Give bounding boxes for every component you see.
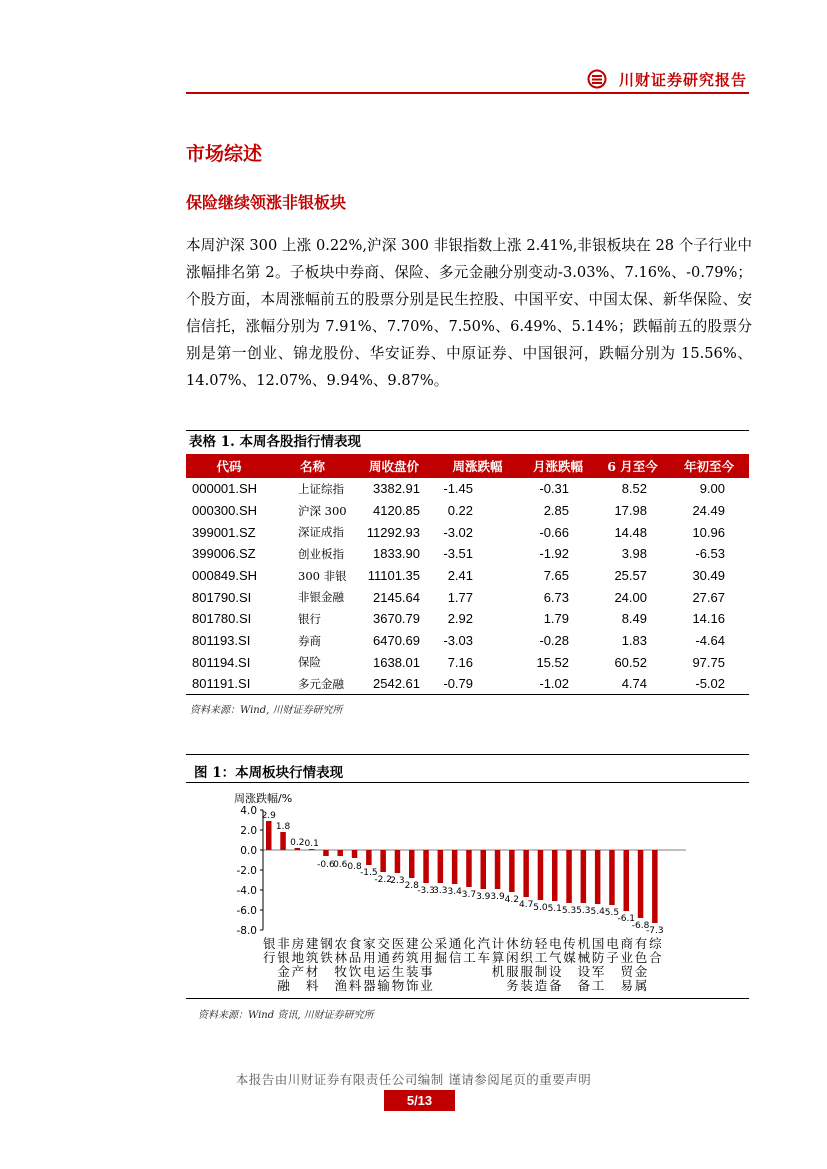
chart-bar bbox=[495, 850, 501, 889]
category-label-char: 钢 bbox=[320, 936, 333, 951]
table-cell: 0.22 bbox=[447, 503, 473, 519]
table-cell: -1.45 bbox=[443, 481, 473, 497]
table-cell: 97.75 bbox=[692, 654, 725, 670]
column-header: 6 月至今 bbox=[596, 454, 669, 478]
table-source-note: 资料来源：Wind, 川财证券研究所 bbox=[190, 705, 343, 716]
bar-data-label: 0.8 bbox=[347, 862, 362, 872]
table-caption: 表格 1. 本周各股指行情表现 bbox=[186, 430, 749, 454]
category-label-char: 饮 bbox=[348, 964, 362, 979]
category-label-char: 休 bbox=[506, 936, 519, 951]
category-label-char: 输 bbox=[377, 978, 390, 993]
chart-bar bbox=[523, 850, 529, 897]
chart-bar bbox=[309, 849, 315, 850]
category-label-char: 工 bbox=[591, 978, 605, 993]
chart-bar bbox=[466, 850, 472, 887]
table-row bbox=[186, 478, 749, 500]
table-cell: 24.00 bbox=[614, 589, 647, 605]
table-cell: -6.53 bbox=[695, 546, 725, 562]
category-label-char: 机 bbox=[491, 964, 505, 979]
category-label-char: 军 bbox=[591, 964, 605, 979]
category-label-char: 料 bbox=[305, 978, 319, 993]
category-label-char: 建 bbox=[305, 936, 319, 951]
table-cell: 3.98 bbox=[621, 546, 647, 562]
figure-caption: 图 1：本周板块行情表现 bbox=[194, 765, 344, 781]
category-label-char: 家 bbox=[363, 936, 376, 951]
category-label-char: 信 bbox=[448, 950, 462, 965]
table-cell: 801193.SI bbox=[192, 633, 251, 649]
category-label-char: 交 bbox=[377, 936, 390, 951]
summary-paragraph: 本周沪深 300 上涨 0.22%,沪深 300 非银指数上涨 2.41%,非银板块在 28 个子行业中涨幅排名第 2。子板块中券商、保险、多元金融分别变动-3.03%、7.16%、-0.79%；个股方面，本周涨幅前五的股票分别是民生控股、中国平安、中国太保、新华保险、安信信托，涨幅分别为 7.91%、7.70%、7.50%、6.49%、5.14%；跌幅前五的股票分别是第一创业、锦龙股份、华安证券、中原证券、中国银河，跌幅分别为 15.56%、14.07%、12.07%、9.94%、9.87%。 bbox=[186, 237, 752, 389]
table-cell: 000300.SH bbox=[192, 503, 258, 519]
table-cell: -0.31 bbox=[539, 481, 569, 497]
table-cell: 17.98 bbox=[614, 503, 647, 519]
table-cell: 24.49 bbox=[692, 503, 725, 519]
table-cell: 8.49 bbox=[621, 611, 647, 627]
category-label-char: 防 bbox=[591, 950, 605, 965]
table-cell: 10.96 bbox=[692, 524, 725, 540]
category-label-char: 渔 bbox=[334, 978, 348, 993]
chart-bar bbox=[566, 850, 572, 903]
table-cell: 7.65 bbox=[543, 568, 569, 584]
table-cell: 15.52 bbox=[536, 654, 569, 670]
category-label-char: 产 bbox=[291, 964, 305, 979]
table-cell: 6470.69 bbox=[373, 633, 420, 649]
bar-data-label: -1.5 bbox=[360, 868, 378, 878]
table-cell: 多元金融 bbox=[272, 673, 353, 695]
category-label-char: 属 bbox=[634, 978, 648, 993]
y-tick-label: 0.0 bbox=[240, 845, 257, 857]
table-cell: 上证综指 bbox=[298, 481, 344, 496]
table-cell: 25.57 bbox=[614, 568, 647, 584]
table-cell: 11292.93 bbox=[366, 524, 420, 540]
bar-data-label: 5.3 bbox=[561, 906, 577, 916]
chart-bar bbox=[624, 850, 630, 911]
header-divider bbox=[186, 92, 749, 94]
page-header bbox=[186, 68, 749, 94]
category-label-char: 运 bbox=[377, 964, 390, 979]
category-label-char: 商 bbox=[620, 936, 634, 951]
bar-data-label: 0.1 bbox=[304, 839, 319, 849]
chart-bar bbox=[581, 850, 587, 903]
category-label-char: 掘 bbox=[434, 950, 448, 965]
category-label-char: 房 bbox=[291, 936, 305, 951]
table-cell: -3.51 bbox=[443, 546, 473, 562]
category-label-char: 筑 bbox=[405, 950, 419, 965]
bar-data-label: -6.1 bbox=[617, 914, 636, 924]
category-label-char: 金 bbox=[634, 964, 648, 979]
category-label-char: 食 bbox=[348, 936, 362, 951]
table-header-row bbox=[186, 454, 749, 478]
category-label-char: 造 bbox=[534, 978, 548, 993]
category-label-char: 非 bbox=[277, 936, 290, 951]
table-cell: -1.92 bbox=[539, 546, 569, 562]
table-cell: -0.79 bbox=[435, 673, 520, 695]
bar-data-label: 3.9 bbox=[476, 892, 491, 902]
table-cell: 非银金融 bbox=[298, 590, 344, 605]
table-row bbox=[186, 630, 749, 652]
bar-data-label: -6.8 bbox=[631, 921, 650, 931]
column-header: 周收盘价 bbox=[353, 454, 435, 478]
category-label-char: 织 bbox=[520, 950, 533, 965]
category-label-char: 器 bbox=[363, 978, 376, 993]
table-cell: -1.02 bbox=[520, 673, 596, 695]
category-label-char: 采 bbox=[434, 936, 448, 951]
category-label-char: 易 bbox=[620, 978, 634, 993]
footer-disclaimer: 本报告由川财证券有限责任公司编制 谨请参阅尾页的重要声明 bbox=[235, 1072, 592, 1087]
table-row bbox=[186, 565, 749, 587]
category-label-char: 汽 bbox=[477, 936, 491, 951]
bar-data-label: -7.3 bbox=[646, 926, 664, 936]
chart-bar bbox=[452, 850, 458, 884]
table-cell: 1.77 bbox=[447, 589, 473, 605]
category-label-char: 行 bbox=[262, 950, 276, 965]
category-label-char: 备 bbox=[548, 978, 562, 993]
bar-data-label: 0.2 bbox=[290, 838, 305, 848]
bar-data-label: 3.3 bbox=[433, 886, 448, 896]
figure-source-note: 资料来源：Wind 资讯, 川财证券研究所 bbox=[198, 1010, 374, 1021]
bar-data-label: 0.6 bbox=[333, 860, 348, 870]
column-header: 年初至今 bbox=[669, 454, 749, 478]
category-label-char: 综 bbox=[649, 936, 662, 951]
category-label-char: 料 bbox=[348, 978, 362, 993]
table-cell: -3.02 bbox=[443, 524, 473, 540]
category-label-char: 材 bbox=[305, 964, 319, 979]
category-label-char: 械 bbox=[577, 950, 591, 965]
column-header: 名称 bbox=[272, 454, 353, 478]
category-label-char: 合 bbox=[649, 950, 662, 965]
table-cell: 11101.35 bbox=[367, 568, 420, 584]
category-label-char: 建 bbox=[405, 936, 419, 951]
category-label-char: 色 bbox=[634, 950, 648, 965]
table-cell: 801191.SI bbox=[186, 673, 272, 695]
chart-bar bbox=[366, 850, 372, 865]
category-label-char: 工 bbox=[463, 950, 476, 965]
bar-data-label: -3.3 bbox=[417, 886, 435, 896]
table-cell: 2145.64 bbox=[373, 589, 420, 605]
category-label-char: 媒 bbox=[563, 950, 576, 965]
table-cell: 801780.SI bbox=[192, 611, 252, 627]
category-label-char: 地 bbox=[291, 950, 305, 965]
category-label-char: 务 bbox=[506, 978, 519, 993]
chart-bar bbox=[423, 850, 429, 883]
y-tick-label: -2.0 bbox=[236, 865, 257, 877]
table-cell: 27.67 bbox=[692, 589, 725, 605]
y-tick-label: -8.0 bbox=[236, 925, 257, 937]
category-label-char: 服 bbox=[506, 964, 519, 979]
category-label-char: 气 bbox=[548, 950, 562, 965]
table-cell: 14.16 bbox=[692, 611, 725, 627]
bar-data-label: 4.7 bbox=[518, 900, 534, 910]
table-cell: 3382.91 bbox=[373, 481, 420, 497]
chart-bar bbox=[609, 850, 615, 905]
category-label-char: 牧 bbox=[334, 964, 348, 979]
category-label-char: 品 bbox=[348, 950, 362, 965]
category-label-char: 金 bbox=[277, 964, 290, 979]
category-label-char: 用 bbox=[420, 950, 433, 965]
chart-bar bbox=[509, 850, 514, 892]
category-label-char: 药 bbox=[391, 950, 405, 965]
category-label-char: 通 bbox=[448, 936, 462, 951]
chart-bar bbox=[395, 850, 401, 873]
table-cell: 1833.90 bbox=[373, 546, 420, 562]
category-label-char: 医 bbox=[391, 936, 405, 951]
table-row bbox=[186, 652, 749, 674]
category-label-char: 工 bbox=[534, 950, 548, 965]
table-cell: -4.64 bbox=[695, 633, 725, 649]
category-label-char: 车 bbox=[477, 950, 491, 965]
table-cell: 30.49 bbox=[692, 568, 725, 584]
y-tick-label: -4.0 bbox=[236, 885, 257, 897]
category-label-char: 设 bbox=[577, 964, 591, 979]
table-cell: 000001.SH bbox=[192, 481, 258, 497]
table-cell: 60.52 bbox=[614, 654, 647, 670]
category-label-char: 设 bbox=[548, 964, 562, 979]
table-cell: 000849.SH bbox=[192, 568, 258, 584]
table-cell: 3670.79 bbox=[373, 611, 420, 627]
table-cell: 4.74 bbox=[596, 673, 669, 695]
table-cell: 2.92 bbox=[447, 611, 473, 627]
category-label-char: 国 bbox=[591, 936, 605, 951]
y-axis-label: 周涨跌幅/% bbox=[234, 792, 293, 805]
bar-data-label: 4.2 bbox=[504, 895, 520, 905]
table-cell: 1.79 bbox=[543, 611, 569, 627]
category-label-char: 算 bbox=[491, 950, 505, 965]
table-row bbox=[186, 543, 749, 565]
chart-bar bbox=[652, 850, 658, 923]
table-cell: -0.66 bbox=[539, 524, 569, 540]
chart-bar bbox=[438, 850, 444, 883]
table-row bbox=[186, 673, 749, 695]
table-cell: 6.73 bbox=[543, 589, 569, 605]
table-cell: 保险 bbox=[298, 655, 321, 670]
category-label-char: 电 bbox=[363, 964, 376, 979]
bar-data-label: 5.0 bbox=[533, 903, 548, 913]
table-row bbox=[186, 500, 749, 522]
table-cell: 银行 bbox=[298, 611, 321, 626]
table-cell: 4120.85 bbox=[373, 503, 420, 519]
chart-bar bbox=[409, 850, 415, 878]
category-label-char: 通 bbox=[377, 950, 390, 965]
category-label-char: 传 bbox=[563, 936, 576, 951]
table-cell: 1638.01 bbox=[373, 654, 420, 670]
table-cell: 399001.SZ bbox=[192, 524, 256, 540]
table-cell: 399006.SZ bbox=[192, 546, 256, 562]
category-label-char: 饰 bbox=[405, 978, 419, 993]
chart-bar bbox=[338, 850, 344, 856]
chart-bar bbox=[323, 850, 329, 856]
table-cell: -0.28 bbox=[539, 633, 569, 649]
table-cell: 9.00 bbox=[699, 481, 725, 497]
category-label-char: 公 bbox=[420, 936, 433, 951]
column-header: 周涨跌幅 bbox=[435, 454, 520, 478]
category-label-char: 生 bbox=[391, 964, 405, 979]
bar-data-label: 5.5 bbox=[604, 908, 620, 918]
table-cell: 1.83 bbox=[621, 633, 647, 649]
table-cell: 深证成指 bbox=[298, 525, 344, 540]
chart-bar bbox=[638, 850, 644, 918]
table-cell: 8.52 bbox=[621, 481, 647, 497]
category-label-char: 电 bbox=[606, 936, 619, 951]
index-performance-table bbox=[186, 454, 749, 695]
page-number: 5/13 bbox=[384, 1090, 455, 1111]
bar-data-label: 2.8 bbox=[404, 881, 419, 891]
bar-data-label: -2.2 bbox=[374, 875, 392, 885]
sector-bar-chart bbox=[186, 755, 749, 1000]
bar-data-label: 5.3 bbox=[576, 906, 591, 916]
category-label-char: 银 bbox=[262, 936, 276, 951]
section-title: 市场综述 bbox=[186, 143, 263, 165]
category-label-char: 铁 bbox=[320, 950, 333, 965]
bar-data-label: 1.8 bbox=[275, 822, 291, 832]
chart-bar bbox=[295, 848, 301, 850]
category-label-char: 筑 bbox=[305, 950, 319, 965]
y-tick-label: 4.0 bbox=[240, 805, 257, 817]
chart-bar bbox=[352, 850, 358, 858]
category-label-char: 农 bbox=[334, 936, 348, 951]
category-label-char: 服 bbox=[520, 964, 533, 979]
table-cell: 7.16 bbox=[447, 654, 473, 670]
category-label-char: 机 bbox=[577, 936, 591, 951]
category-label-char: 物 bbox=[391, 978, 405, 993]
bar-data-label: 5.1 bbox=[547, 904, 562, 914]
bar-data-label: -0.6 bbox=[317, 860, 335, 870]
table-row bbox=[186, 608, 749, 630]
bar-data-label: 3.9 bbox=[490, 892, 505, 902]
bar-data-label: 5.4 bbox=[590, 907, 605, 917]
chart-bar bbox=[380, 850, 386, 872]
category-label-char: 备 bbox=[577, 978, 591, 993]
category-label-char: 闲 bbox=[506, 950, 519, 965]
chart-bar bbox=[280, 832, 286, 850]
category-label-char: 计 bbox=[491, 936, 505, 951]
index-performance-table-block bbox=[186, 430, 749, 695]
category-label-char: 装 bbox=[405, 964, 419, 979]
chart-bar bbox=[595, 850, 601, 904]
category-label-char: 纺 bbox=[520, 936, 533, 951]
bar-data-label: 3.7 bbox=[461, 890, 477, 900]
chart-bar bbox=[552, 850, 558, 901]
table-cell: 801790.SI bbox=[192, 589, 252, 605]
category-label-char: 子 bbox=[606, 950, 619, 965]
category-label-char: 业 bbox=[420, 978, 433, 993]
column-header: 代码 bbox=[186, 454, 272, 478]
bar-data-label: 3.4 bbox=[447, 887, 462, 897]
table-cell: 2542.61 bbox=[353, 673, 435, 695]
table-cell: 14.48 bbox=[614, 524, 647, 540]
category-label-char: 林 bbox=[334, 950, 348, 965]
subsection-title: 保险继续领涨非银板块 bbox=[186, 193, 347, 212]
category-label-char: 电 bbox=[548, 936, 562, 951]
table-cell: 券商 bbox=[298, 633, 321, 648]
table-cell: 2.85 bbox=[543, 503, 569, 519]
chart-bar bbox=[538, 850, 544, 900]
chart-bar bbox=[266, 821, 272, 850]
category-label-char: 轻 bbox=[534, 936, 548, 951]
category-label-char: 用 bbox=[363, 950, 376, 965]
column-header: 月涨跌幅 bbox=[520, 454, 596, 478]
table-cell: 300 非银 bbox=[298, 568, 347, 583]
table-cell: -3.03 bbox=[443, 633, 473, 649]
bar-data-label: 2.9 bbox=[261, 811, 276, 821]
table-row bbox=[186, 521, 749, 543]
y-tick-label: 2.0 bbox=[240, 825, 257, 837]
table-cell: 2.41 bbox=[447, 568, 473, 584]
header-title: 川财证券研究报告 bbox=[618, 71, 747, 89]
table-cell: 创业板指 bbox=[298, 546, 344, 561]
category-label-char: 银 bbox=[277, 950, 290, 965]
category-label-char: 有 bbox=[634, 936, 648, 951]
sector-performance-figure bbox=[186, 754, 749, 999]
category-label-char: 业 bbox=[620, 950, 634, 965]
bank-logo-icon bbox=[587, 69, 607, 89]
category-label-char: 制 bbox=[534, 964, 548, 979]
category-label-char: 事 bbox=[420, 964, 433, 979]
bar-data-label: 2.3 bbox=[390, 876, 405, 886]
table-cell: 801194.SI bbox=[192, 654, 251, 670]
category-label-char: 装 bbox=[520, 978, 533, 993]
category-label-char: 化 bbox=[463, 936, 476, 951]
table-row bbox=[186, 586, 749, 608]
table-cell: -5.02 bbox=[669, 673, 749, 695]
table-cell: 沪深 300 bbox=[298, 503, 347, 518]
y-tick-label: -6.0 bbox=[236, 905, 257, 917]
category-label-char: 贸 bbox=[620, 964, 634, 979]
chart-bar bbox=[481, 850, 487, 889]
category-label-char: 融 bbox=[277, 978, 290, 993]
